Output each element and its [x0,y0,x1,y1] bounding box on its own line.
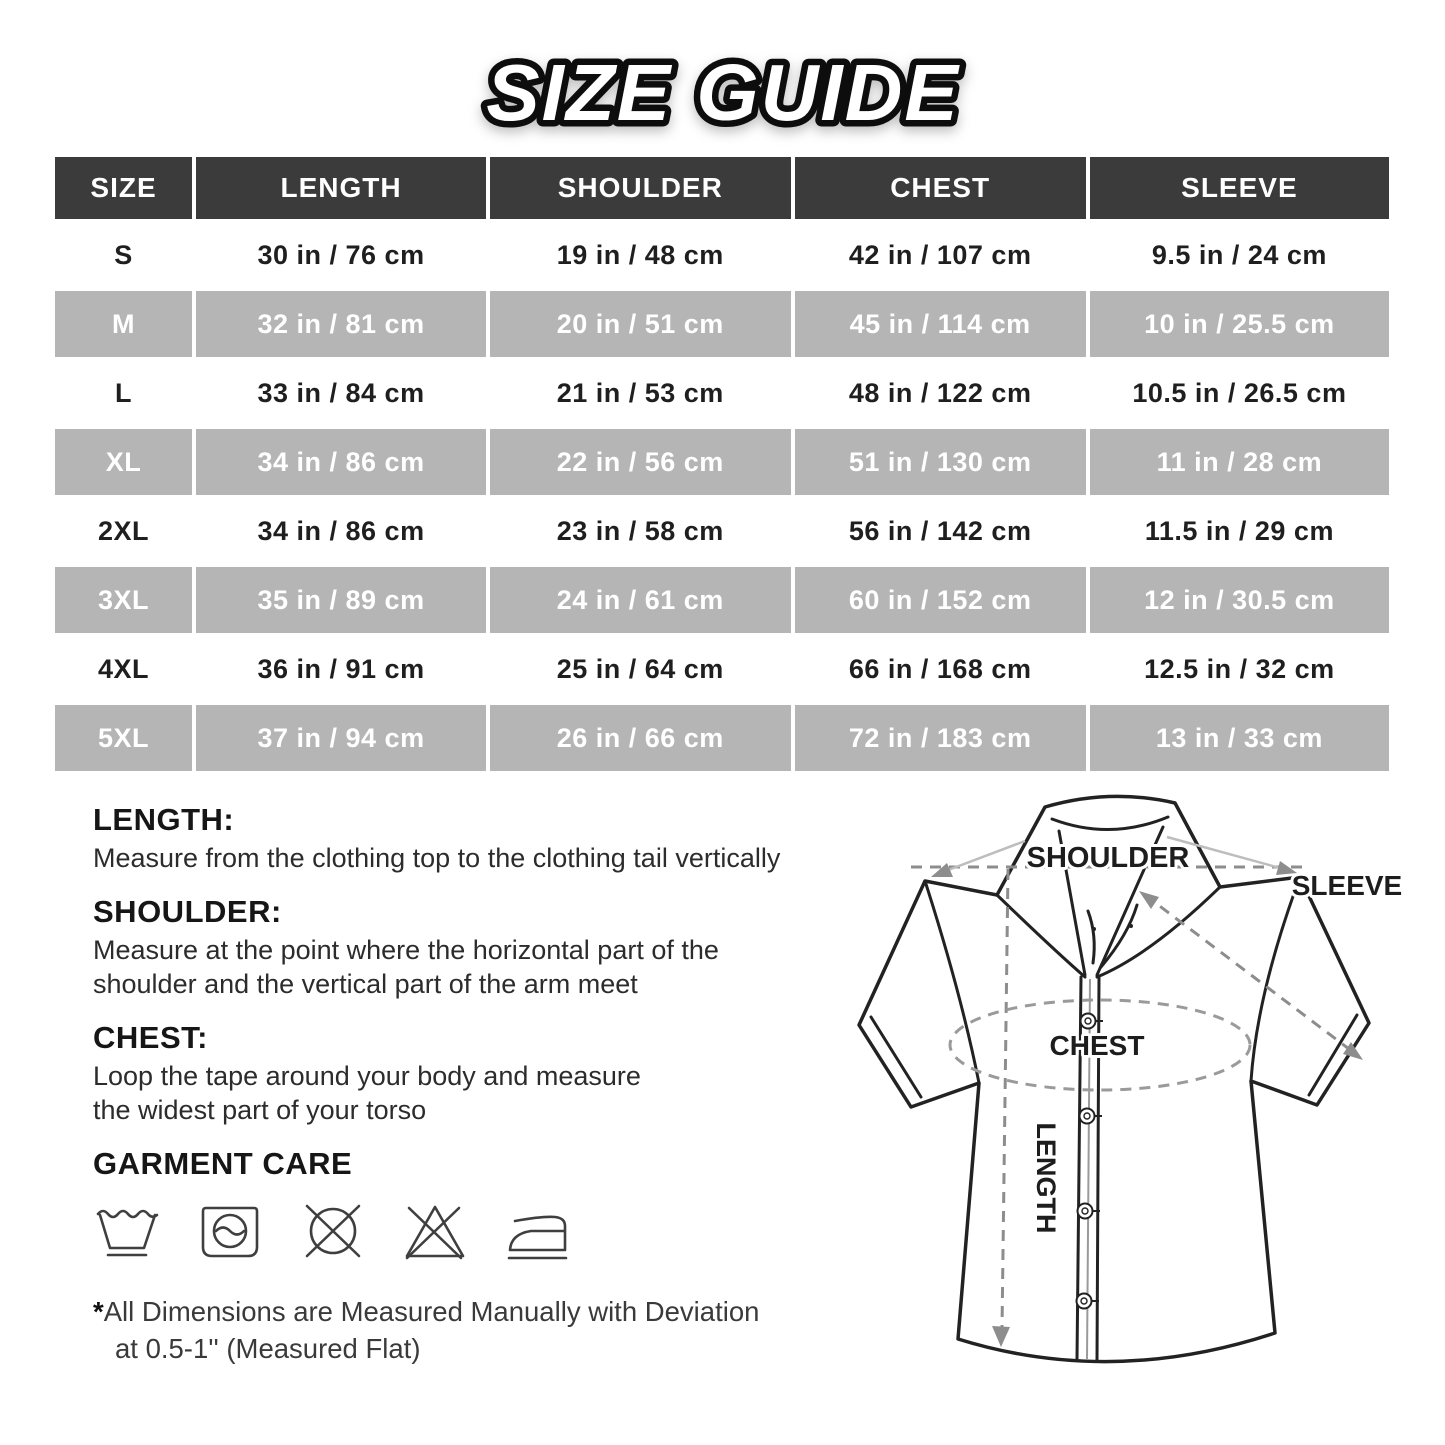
col-header-sleeve: SLEEVE [1090,157,1389,219]
cell-length: 34 in / 86 cm [196,429,486,495]
table-row-2xl [55,498,1389,564]
page-title-wrap [0,26,1445,161]
shirt-measurement-diagram [845,783,1445,1445]
cell-size: 2XL [55,498,192,564]
measure-definitions [93,802,905,1367]
table-row-5xl [55,705,1389,771]
do-not-dry-clean-icon [299,1200,367,1264]
diagram-label-shoulder: SHOULDER [1026,842,1190,874]
cell-shoulder: 26 in / 66 cm [490,705,791,771]
collar-button-dot [1092,927,1096,931]
cell-size: M [55,291,192,357]
cell-chest: 56 in / 142 cm [795,498,1086,564]
page-title-art [273,26,1173,156]
cell-size: L [55,360,192,426]
collar-button-dot [1129,924,1133,928]
col-header-chest: CHEST [795,157,1086,219]
do-not-bleach-icon [401,1200,469,1264]
cell-sleeve: 11 in / 28 cm [1090,429,1389,495]
definition-term-shoulder: SHOULDER: [93,893,282,929]
table-row-xl [55,429,1389,495]
cell-length: 32 in / 81 cm [196,291,486,357]
cell-length: 34 in / 86 cm [196,498,486,564]
cell-sleeve: 13 in / 33 cm [1090,705,1389,771]
footnote-line2: at 0.5-1'' (Measured Flat) [115,1332,421,1364]
page-title: SIZE GUIDE [485,48,960,137]
footnote-star: * [93,1295,104,1327]
definition-line: Loop the tape around your body and measure [93,1060,641,1091]
cell-length: 37 in / 94 cm [196,705,486,771]
table-row-4xl [55,636,1389,702]
machine-wash-icon [197,1200,265,1264]
cell-sleeve: 10.5 in / 26.5 cm [1090,360,1389,426]
definition-desc-length [93,841,905,876]
footnote [93,1294,905,1368]
definition-term-length: LENGTH: [93,802,235,837]
table-row-l [55,360,1389,426]
cell-shoulder: 24 in / 61 cm [490,567,791,633]
cell-shoulder: 19 in / 48 cm [490,222,791,288]
cell-length: 35 in / 89 cm [196,567,486,633]
cell-chest: 66 in / 168 cm [795,636,1086,702]
cell-sleeve: 11.5 in / 29 cm [1090,498,1389,564]
hand-wash-icon [93,1200,163,1264]
col-header-length: LENGTH [196,157,486,219]
cell-size: 5XL [55,705,192,771]
cell-size: S [55,222,192,288]
cell-chest: 60 in / 152 cm [795,567,1086,633]
cell-chest: 48 in / 122 cm [795,360,1086,426]
cell-size: 3XL [55,567,192,633]
definition-line: shoulder and the vertical part of the arm meet [93,969,638,1000]
table-row-m [55,291,1389,357]
definition-line: the widest part of your torso [93,1095,427,1126]
cell-chest: 72 in / 183 cm [795,705,1086,771]
cell-length: 36 in / 91 cm [196,636,486,702]
cell-chest: 42 in / 107 cm [795,222,1086,288]
cell-sleeve: 12.5 in / 32 cm [1090,636,1389,702]
cell-length: 30 in / 76 cm [196,222,486,288]
cell-shoulder: 23 in / 58 cm [490,498,791,564]
col-header-size: SIZE [55,157,192,219]
col-header-shoulder: SHOULDER [490,157,791,219]
iron-icon [503,1200,573,1264]
cell-shoulder: 25 in / 64 cm [490,636,791,702]
diagram-label-sleeve: SLEEVE [1291,870,1403,901]
cell-length: 33 in / 84 cm [196,360,486,426]
cell-sleeve: 9.5 in / 24 cm [1090,222,1389,288]
cell-shoulder: 20 in / 51 cm [490,291,791,357]
size-table [51,154,1393,774]
cell-chest: 51 in / 130 cm [795,429,1086,495]
table-row-s [55,222,1389,288]
garment-care-heading: GARMENT CARE [93,1145,353,1181]
cell-sleeve: 10 in / 25.5 cm [1090,291,1389,357]
definition-desc-shoulder [93,933,905,1002]
care-icons-row [93,1198,905,1264]
diagram-label-length: LENGTH [1031,1122,1061,1234]
cell-sleeve: 12 in / 30.5 cm [1090,567,1389,633]
definition-line: Measure from the clothing top to the clothing tail vertically [93,843,781,873]
cell-shoulder: 21 in / 53 cm [490,360,791,426]
table-row-3xl [55,567,1389,633]
definition-desc-chest [93,1059,905,1128]
cell-size: 4XL [55,636,192,702]
cell-size: XL [55,429,192,495]
diagram-label-chest: CHEST [1049,1030,1145,1061]
definition-line: Measure at the point where the horizontal part of the [93,934,719,965]
definition-term-chest: CHEST: [93,1019,208,1055]
footnote-line1: All Dimensions are Measured Manually with Deviation [103,1295,760,1327]
cell-chest: 45 in / 114 cm [795,291,1086,357]
table-header-row [55,157,1389,219]
cell-shoulder: 22 in / 56 cm [490,429,791,495]
